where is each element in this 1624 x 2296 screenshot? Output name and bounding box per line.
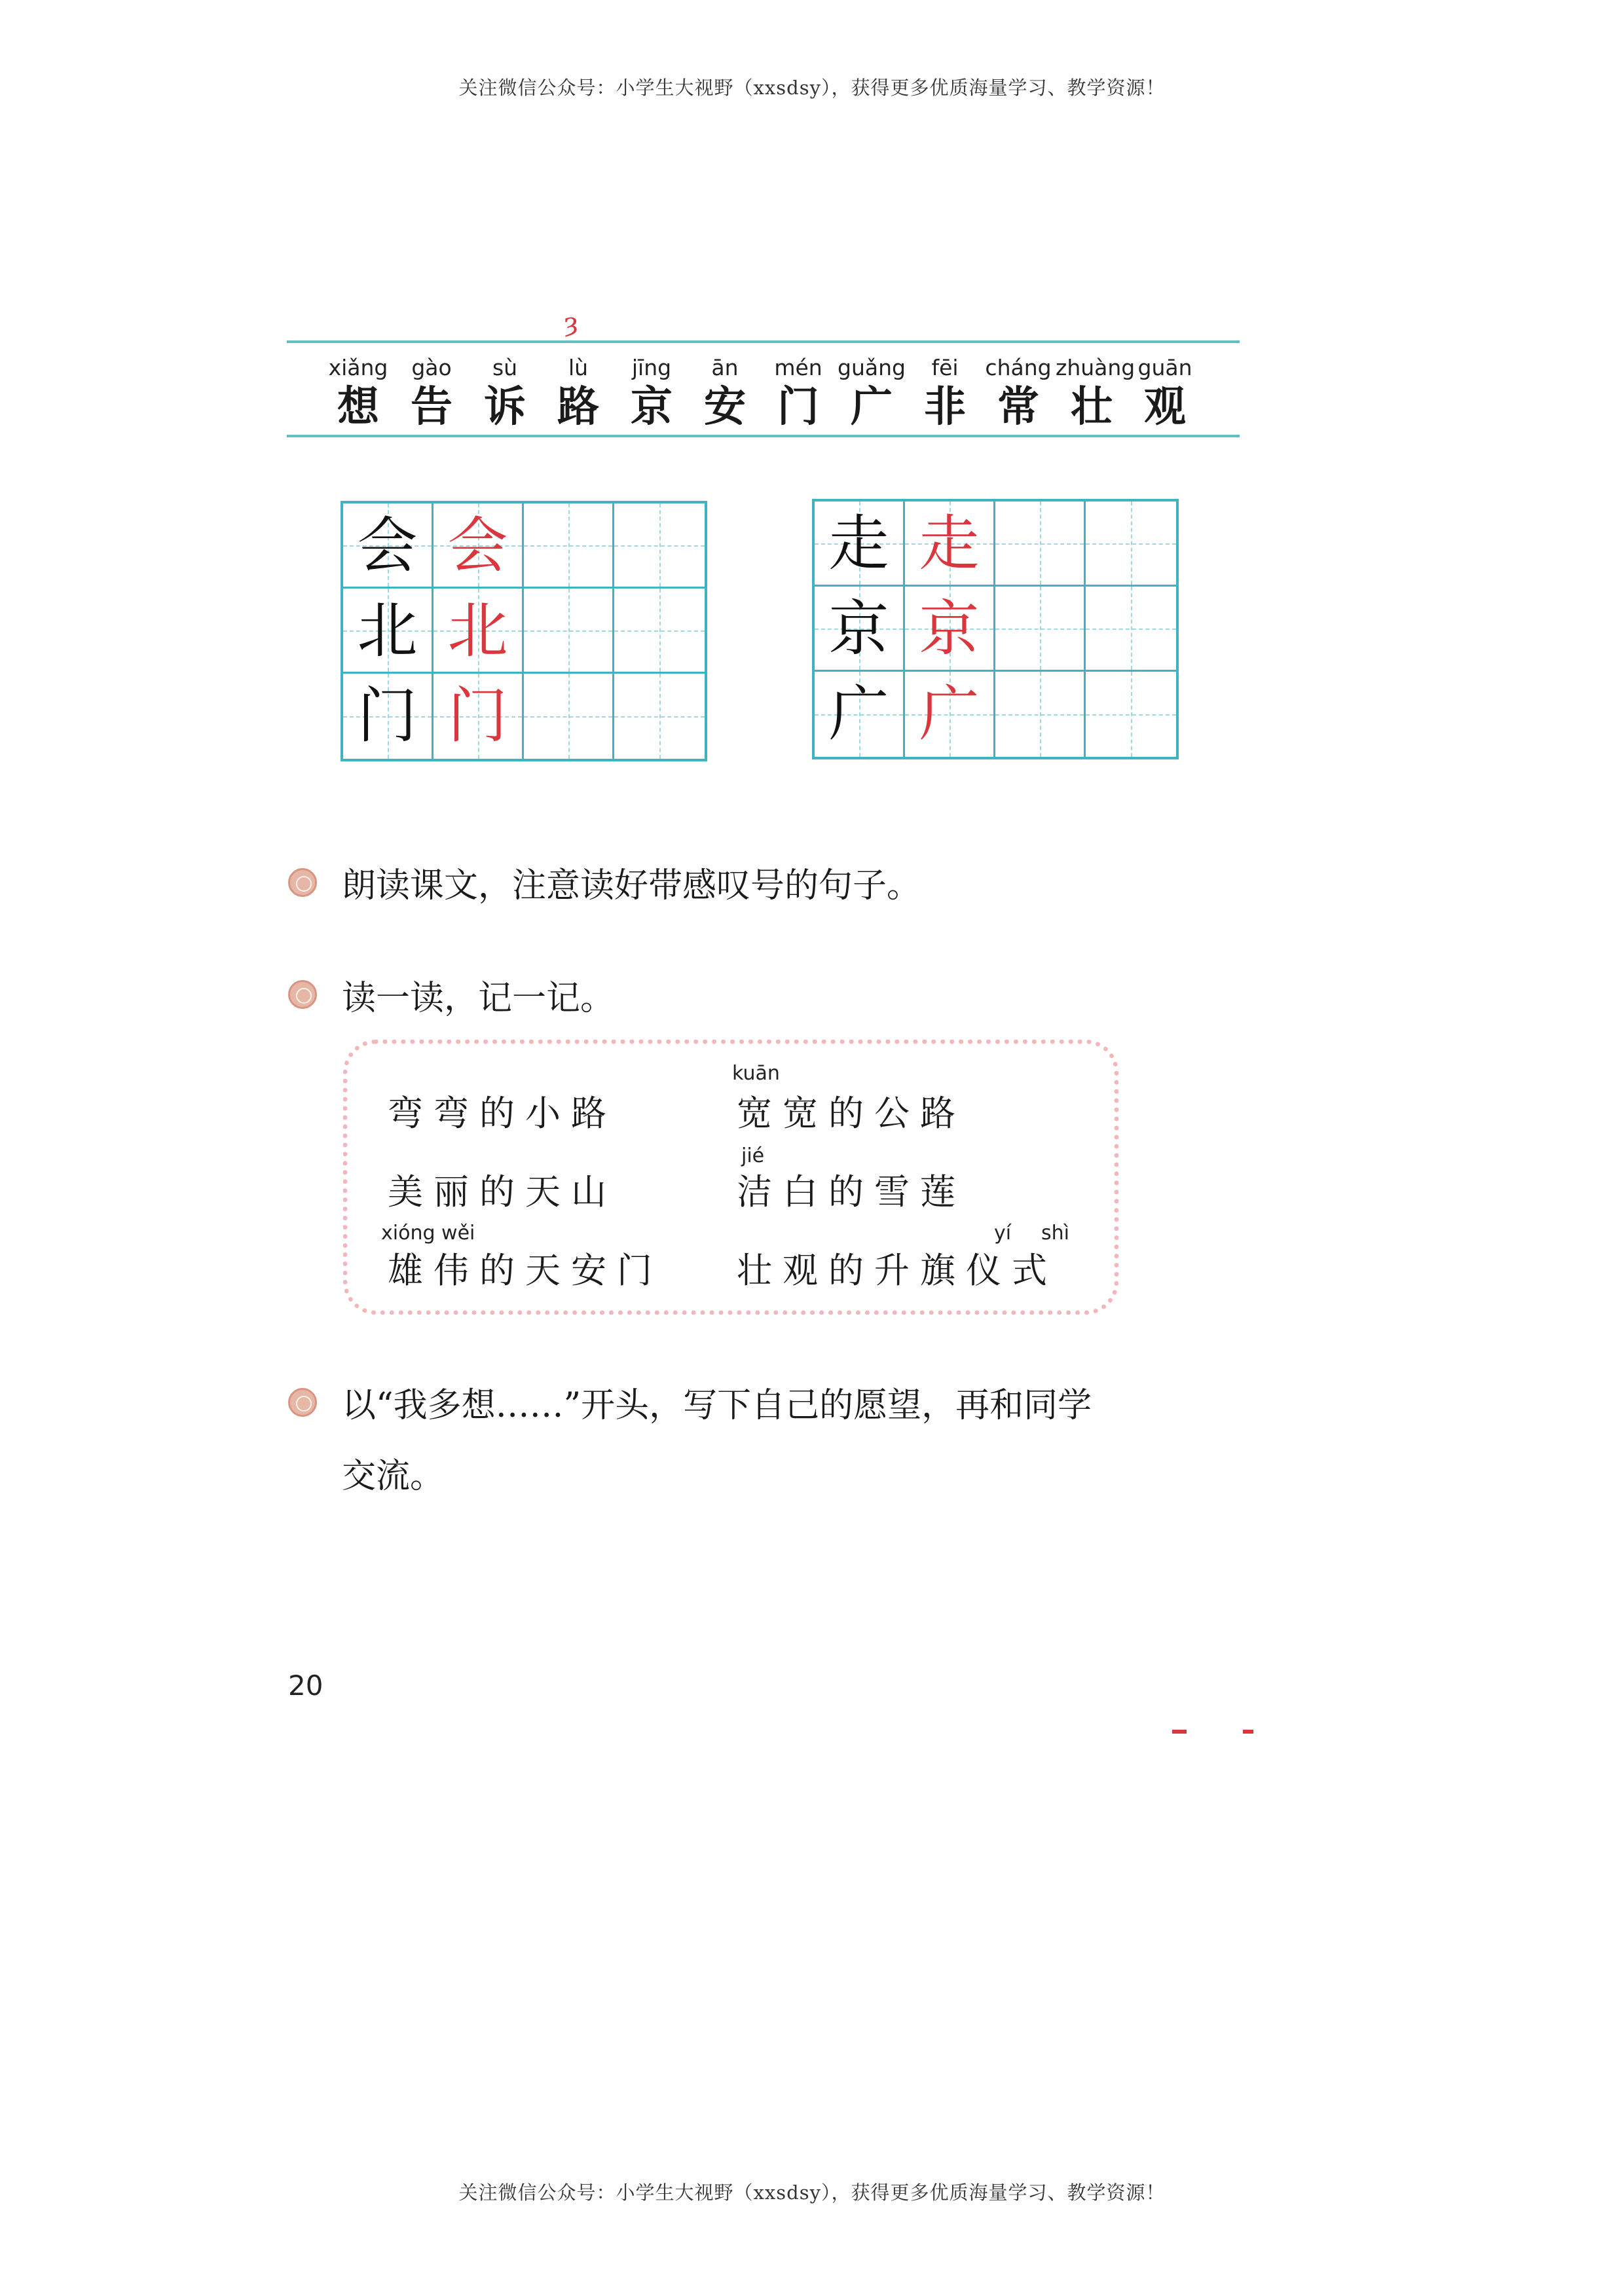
grid-char-model: 京 bbox=[828, 594, 889, 664]
grid-cell[interactable] bbox=[614, 589, 705, 674]
grid-char-trace: 走 bbox=[919, 509, 980, 579]
writing-grid-left bbox=[341, 501, 707, 761]
pinyin: gào bbox=[411, 355, 452, 380]
grid-cell bbox=[434, 674, 524, 759]
phrase: 壮观的升旗仪式 bbox=[737, 1250, 1058, 1291]
grid-char-model: 会 bbox=[357, 511, 418, 581]
grid-cell[interactable] bbox=[524, 503, 614, 589]
grid-cell bbox=[343, 674, 434, 759]
hanzi: 安 bbox=[704, 382, 746, 431]
hanzi: 广 bbox=[851, 382, 893, 431]
task-bullet-icon bbox=[288, 868, 317, 897]
task-write-wish: 以“我多想……”开头，写下自己的愿望，再和同学 bbox=[342, 1386, 1092, 1425]
grid-cell[interactable] bbox=[524, 674, 614, 759]
watermark-top: 关注微信公众号：小学生大视野（xxsdsy），获得更多优质海量学习、教学资源！ bbox=[458, 77, 1166, 99]
pinyin: guān bbox=[1137, 355, 1192, 380]
grid-cell[interactable] bbox=[995, 587, 1086, 672]
vocab-item bbox=[689, 354, 761, 432]
phrase: 宽宽的公路 bbox=[737, 1093, 966, 1134]
phrase: 洁白的雪莲 bbox=[737, 1171, 966, 1212]
strip-line-bottom bbox=[287, 435, 1240, 437]
grid-char-model: 广 bbox=[828, 679, 889, 749]
grid-cell bbox=[905, 501, 995, 587]
grid-cell bbox=[434, 503, 524, 589]
grid-char-model: 北 bbox=[357, 596, 418, 666]
grid-cell[interactable] bbox=[1086, 501, 1176, 587]
grid-char-trace: 北 bbox=[447, 596, 508, 666]
grid-cell[interactable] bbox=[1086, 672, 1176, 757]
grid-char-trace: 会 bbox=[447, 511, 508, 581]
grid-cell[interactable] bbox=[1086, 587, 1176, 672]
vocab-item bbox=[982, 354, 1054, 432]
phrase: 雄伟的天安门 bbox=[388, 1250, 663, 1291]
task-bullet-icon bbox=[288, 980, 317, 1009]
task-read-aloud: 朗读课文，注意读好带感叹号的句子。 bbox=[342, 866, 921, 905]
hanzi: 京 bbox=[631, 382, 673, 431]
vocab-item bbox=[1056, 354, 1135, 432]
grid-cell bbox=[815, 672, 905, 757]
hanzi: 想 bbox=[337, 382, 379, 431]
phrase-pinyin: jié bbox=[741, 1144, 765, 1167]
hanzi: 壮 bbox=[1071, 382, 1113, 431]
grid-cell[interactable] bbox=[614, 674, 705, 759]
phrase: 美丽的天山 bbox=[388, 1171, 617, 1212]
vocab-item bbox=[762, 354, 834, 432]
grid-cell bbox=[905, 587, 995, 672]
pinyin: xiǎng bbox=[328, 355, 388, 380]
pinyin: zhuàng bbox=[1056, 355, 1135, 380]
pinyin: ān bbox=[711, 355, 739, 380]
pinyin: sù bbox=[492, 355, 518, 380]
pinyin: fēi bbox=[931, 355, 959, 380]
watermark-bottom: 关注微信公众号：小学生大视野（xxsdsy），获得更多优质海量学习、教学资源！ bbox=[458, 2181, 1166, 2204]
phrase: 弯弯的小路 bbox=[388, 1093, 617, 1134]
grid-char-trace: 京 bbox=[919, 594, 980, 664]
grid-cell bbox=[434, 589, 524, 674]
pinyin: lù bbox=[568, 355, 589, 380]
task-write-wish-cont: 交流。 bbox=[342, 1457, 445, 1496]
vocab-item bbox=[322, 354, 394, 432]
hanzi: 路 bbox=[557, 382, 599, 431]
pinyin: jīng bbox=[631, 355, 672, 380]
phrase-pinyin: kuān bbox=[732, 1062, 780, 1085]
grid-cell bbox=[905, 672, 995, 757]
vocab-item bbox=[396, 354, 468, 432]
vocab-item bbox=[1129, 354, 1201, 432]
phrase-pinyin: shì bbox=[1041, 1222, 1069, 1245]
grid-cell bbox=[815, 587, 905, 672]
pinyin: mén bbox=[774, 355, 822, 380]
vocab-item bbox=[836, 354, 908, 432]
writing-grid-right bbox=[812, 499, 1179, 759]
hanzi: 常 bbox=[997, 382, 1039, 431]
hanzi: 观 bbox=[1144, 382, 1186, 431]
grid-char-trace: 广 bbox=[919, 679, 980, 749]
task-bullet-icon bbox=[288, 1388, 317, 1417]
grid-cell[interactable] bbox=[995, 672, 1086, 757]
grid-char-model: 走 bbox=[828, 509, 889, 579]
page-number: 20 bbox=[288, 1669, 323, 1702]
hanzi: 诉 bbox=[484, 382, 526, 431]
grid-cell[interactable] bbox=[524, 589, 614, 674]
grid-char-model: 门 bbox=[357, 681, 418, 751]
red-mark: ȝ bbox=[564, 308, 578, 338]
pinyin: cháng bbox=[985, 355, 1052, 380]
grid-cell[interactable] bbox=[614, 503, 705, 589]
phrase-pinyin: xióng wěi bbox=[381, 1222, 475, 1245]
task-read-remember: 读一读，记一记。 bbox=[342, 979, 615, 1018]
strip-line-top bbox=[287, 340, 1240, 343]
grid-char-trace: 门 bbox=[447, 681, 508, 751]
vocab-item bbox=[616, 354, 688, 432]
vocab-item bbox=[469, 354, 541, 432]
grid-cell bbox=[343, 503, 434, 589]
grid-cell bbox=[343, 589, 434, 674]
hanzi: 告 bbox=[411, 382, 452, 431]
pinyin: guǎng bbox=[838, 355, 906, 380]
grid-cell[interactable] bbox=[995, 501, 1086, 587]
vocab-item bbox=[542, 354, 614, 432]
hanzi: 门 bbox=[777, 382, 819, 431]
vocab-item bbox=[909, 354, 981, 432]
grid-cell bbox=[815, 501, 905, 587]
red-deco-mark bbox=[1172, 1730, 1187, 1734]
red-deco-mark bbox=[1243, 1730, 1253, 1734]
phrase-pinyin: yí bbox=[994, 1222, 1012, 1245]
hanzi: 非 bbox=[924, 382, 966, 431]
